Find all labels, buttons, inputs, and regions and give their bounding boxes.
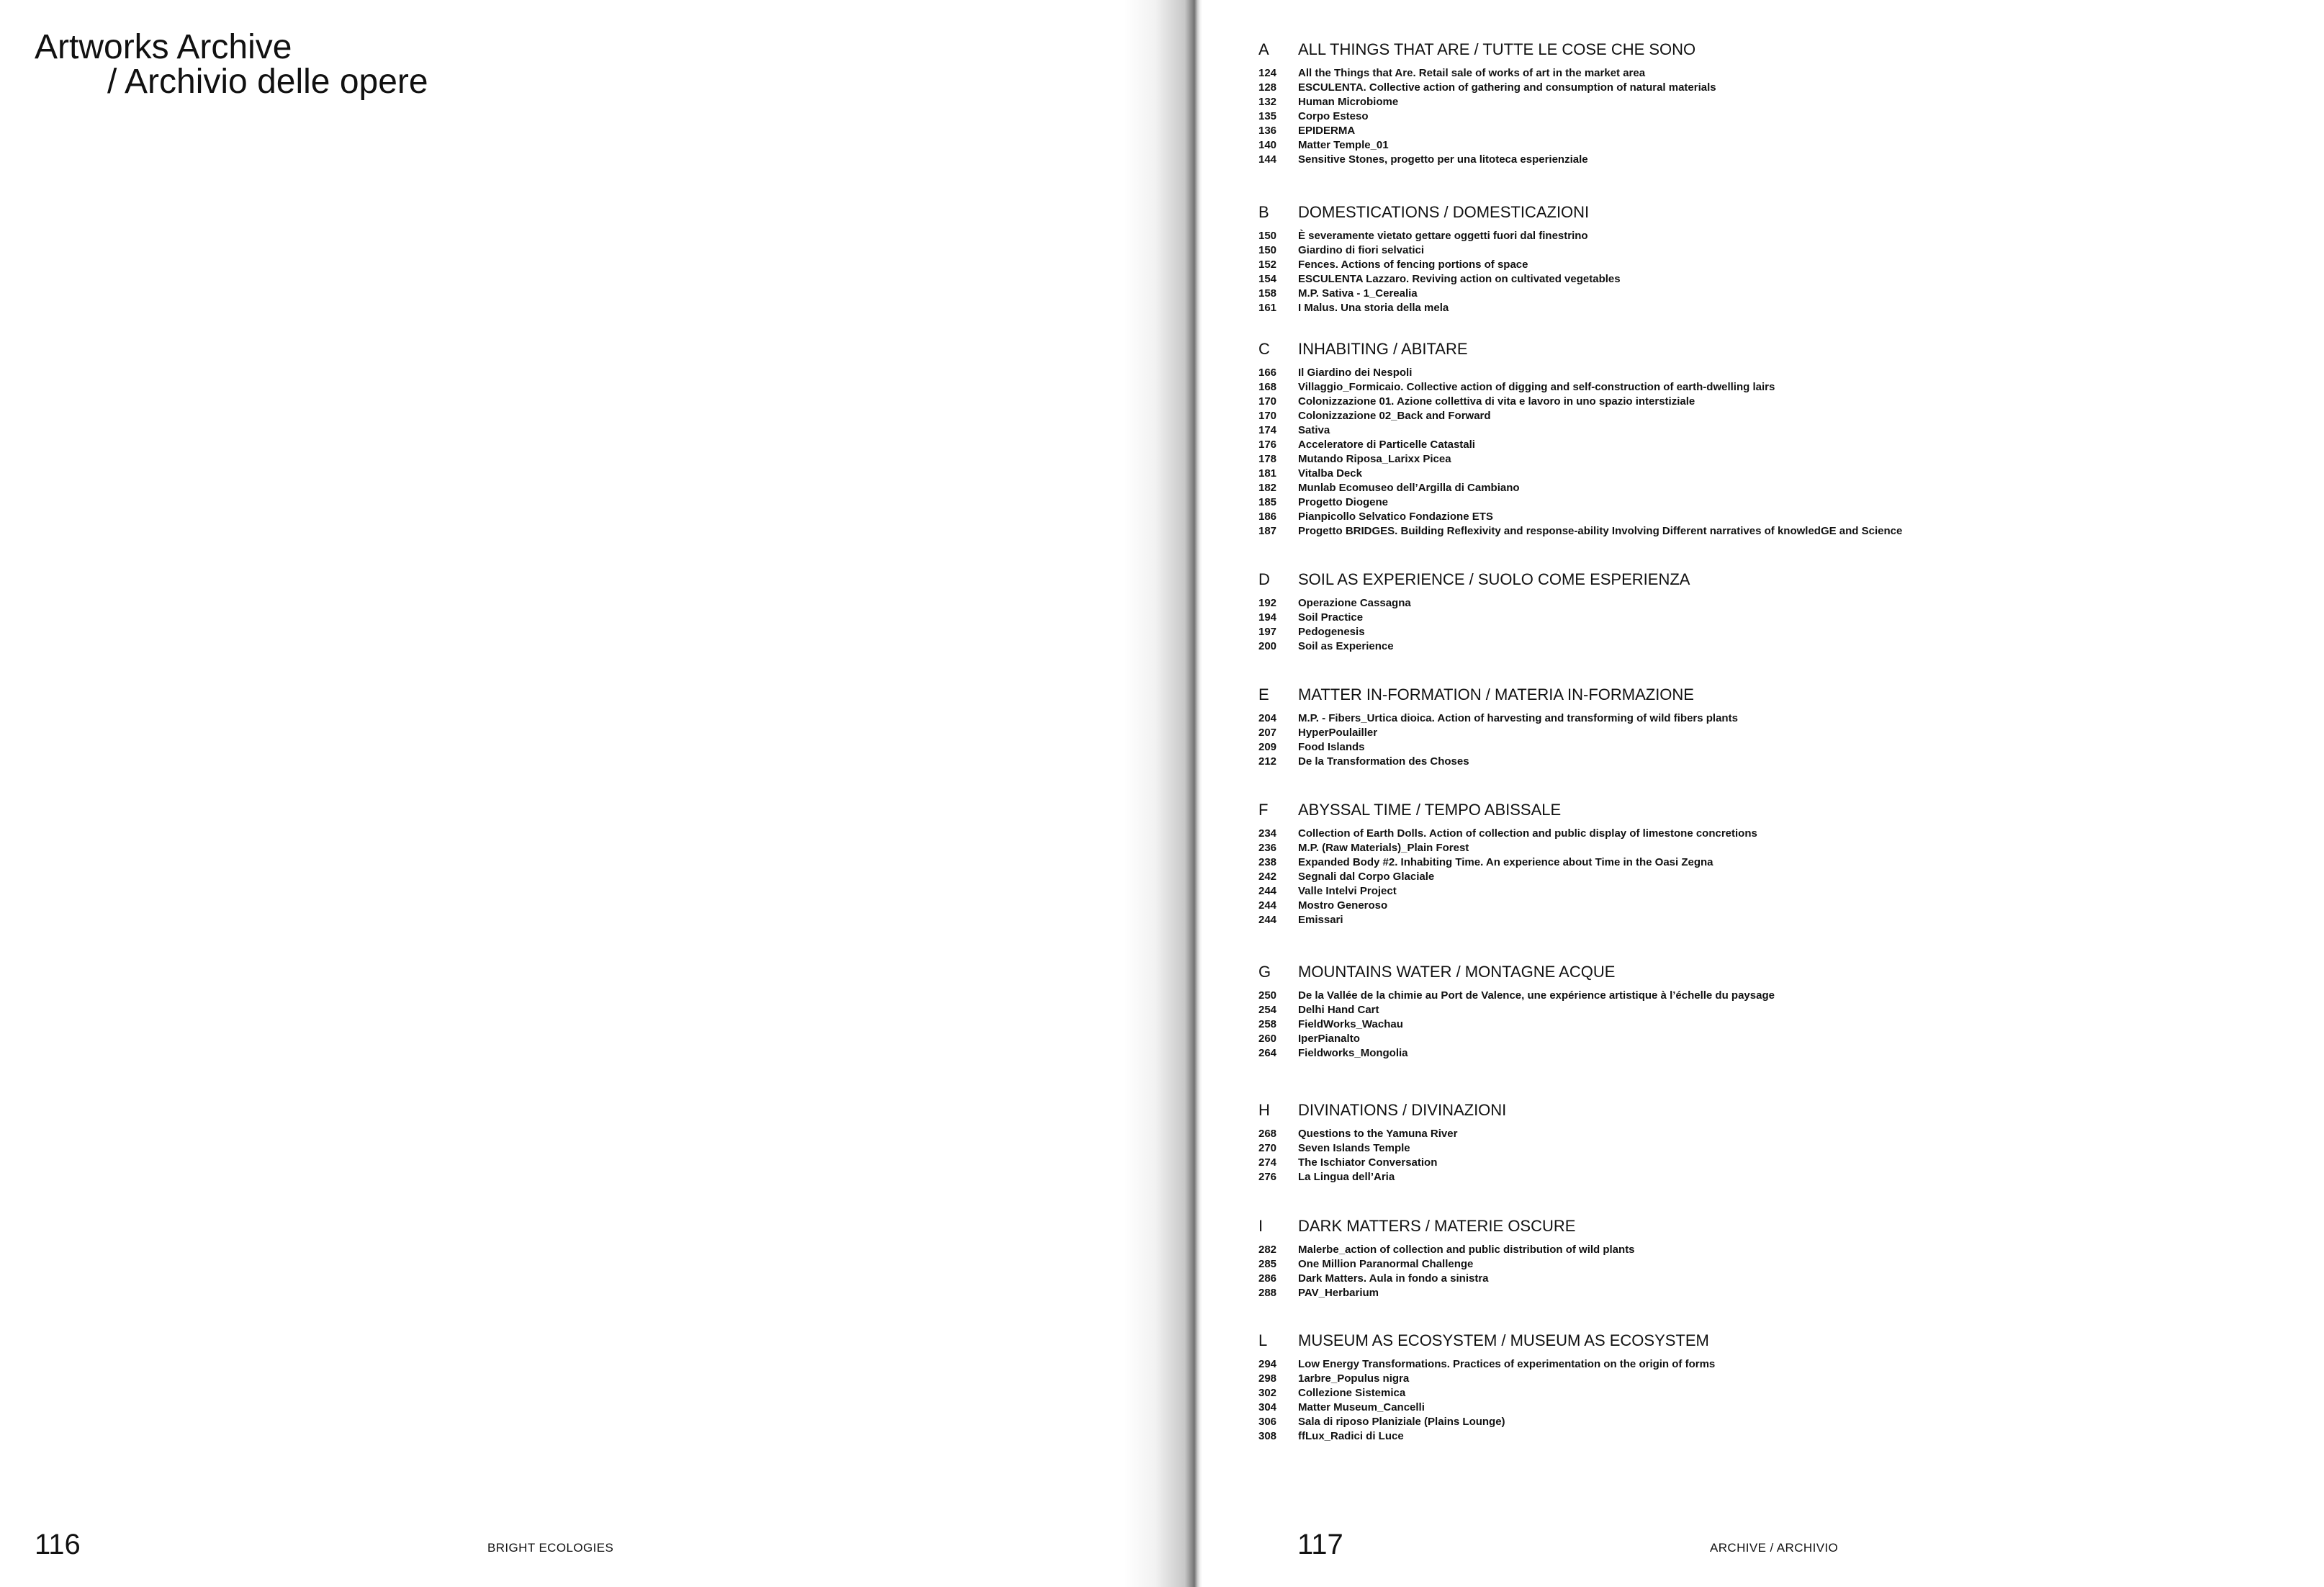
section-heading [1174,202,2253,223]
page-title-english: Artworks Archive [35,28,292,66]
index-entry [1174,301,2253,315]
index-section [1174,202,2253,315]
entry-title: ESCULENTA Lazzaro. Reviving action on cultivated vegetables [1298,273,1621,285]
entry-title: Il Giardino dei Nespoli [1298,367,1413,379]
entry-page-number: 304 [1258,1401,1277,1413]
entry-title: Matter Temple_01 [1298,139,1389,151]
entry-page-number: 144 [1258,153,1277,166]
index-section [1174,1100,2253,1184]
entry-page-number: 174 [1258,424,1277,436]
entry-page-number: 161 [1258,302,1277,314]
entry-title: Soil as Experience [1298,640,1394,652]
entry-title: Segnali dal Corpo Glaciale [1298,871,1435,883]
entry-title: ESCULENTA. Collective action of gathering and consumption of natural materials [1298,81,1716,94]
entry-page-number: 288 [1258,1287,1277,1299]
index-entry [1174,510,2253,524]
index-entry [1174,452,2253,467]
index-entry [1174,899,2253,913]
index-entry [1174,1429,2253,1444]
entry-page-number: 212 [1258,755,1277,768]
entry-page-number: 170 [1258,395,1277,408]
index-entry [1174,81,2253,95]
index-entry [1174,1170,2253,1184]
entry-title: Fences. Actions of fencing portions of space [1298,258,1528,271]
entry-page-number: 285 [1258,1258,1277,1270]
entry-page-number: 194 [1258,611,1277,624]
entry-title: È severamente vietato gettare oggetti fuori dal finestrino [1298,230,1588,242]
entry-title: ffLux_Radici di Luce [1298,1430,1404,1442]
entry-page-number: 150 [1258,230,1277,242]
entry-page-number: 192 [1258,597,1277,609]
entry-page-number: 178 [1258,453,1277,465]
section-letter: A [1258,40,1269,58]
section-title: MATTER IN-FORMATION / MATERIA IN-FORMAZIONE [1298,685,1694,703]
section-letter: G [1258,963,1271,981]
entry-title: PAV_Herbarium [1298,1287,1379,1299]
page-number-right: 117 [1297,1529,1343,1560]
entry-title: Acceleratore di Particelle Catastali [1298,439,1475,451]
entry-page-number: 308 [1258,1430,1277,1442]
section-heading [1174,39,2253,60]
section-entries [1174,596,2253,654]
index-entry [1174,755,2253,769]
section-heading [1174,684,2253,706]
entry-page-number: 176 [1258,439,1277,451]
index-entry [1174,870,2253,884]
entry-page-number: 258 [1258,1018,1277,1030]
entry-title: Valle Intelvi Project [1298,885,1397,897]
section-heading [1174,569,2253,590]
entry-page-number: 244 [1258,914,1277,926]
entry-title: The Ischiator Conversation [1298,1156,1438,1169]
entry-title: Malerbe_action of collection and public distribution of wild plants [1298,1244,1635,1256]
section-entries [1174,1357,2253,1444]
binding-gutter-shadow [1123,0,1202,1587]
index-entry [1174,1415,2253,1429]
index-entry [1174,138,2253,153]
entry-page-number: 197 [1258,626,1277,638]
index-entry [1174,258,2253,272]
entry-title: M.P. - Fibers_Urtica dioica. Action of harvesting and transforming of wild fibers plants [1298,712,1738,724]
section-title: MUSEUM AS ECOSYSTEM / MUSEUM AS ECOSYSTEM [1298,1331,1709,1349]
entry-title: Low Energy Transformations. Practices of experimentation on the origin of forms [1298,1358,1716,1370]
index-entry [1174,740,2253,755]
index-section [1174,1330,2253,1444]
entry-title: EPIDERMA [1298,125,1356,137]
entry-page-number: 168 [1258,381,1277,393]
entry-title: Mostro Generoso [1298,899,1388,912]
index-entry [1174,639,2253,654]
page-title-italian: / Archivio delle opere [107,63,428,101]
index-entry [1174,1141,2253,1156]
section-entries [1174,989,2253,1061]
entry-page-number: 170 [1258,410,1277,422]
section-title: SOIL AS EXPERIENCE / SUOLO COME ESPERIENZA [1298,570,1690,588]
index-entry [1174,855,2253,870]
entry-page-number: 236 [1258,842,1277,854]
archive-index [1174,0,2324,1512]
section-heading [1174,1330,2253,1352]
entry-title: Seven Islands Temple [1298,1142,1410,1154]
index-entry [1174,1003,2253,1017]
index-entry [1174,596,2253,611]
entry-page-number: 152 [1258,258,1277,271]
index-entry [1174,66,2253,81]
entry-page-number: 274 [1258,1156,1277,1169]
index-entry [1174,1286,2253,1300]
entry-title: Soil Practice [1298,611,1364,624]
section-title: DOMESTICATIONS / DOMESTICAZIONI [1298,203,1590,221]
entry-page-number: 294 [1258,1358,1277,1370]
section-title: ALL THINGS THAT ARE / TUTTE LE COSE CHE SONO [1298,40,1696,58]
index-section [1174,961,2253,1061]
entry-title: 1arbre_Populus nigra [1298,1372,1410,1385]
index-entry [1174,711,2253,726]
entry-title: Sensitive Stones, progetto per una litoteca esperienziale [1298,153,1588,166]
entry-title: Giardino di fiori selvatici [1298,244,1425,256]
section-entries [1174,229,2253,315]
section-heading [1174,1100,2253,1121]
entry-page-number: 250 [1258,989,1277,1002]
section-heading [1174,961,2253,983]
section-letter: E [1258,685,1269,703]
entry-page-number: 254 [1258,1004,1277,1016]
index-entry [1174,1386,2253,1401]
index-section [1174,338,2253,539]
entry-title: Pianpicollo Selvatico Fondazione ETS [1298,511,1493,523]
entry-title: M.P. (Raw Materials)_Plain Forest [1298,842,1469,854]
index-entry [1174,287,2253,301]
entry-title: One Million Paranormal Challenge [1298,1258,1474,1270]
index-entry [1174,423,2253,438]
section-entries [1174,711,2253,769]
entry-title: Matter Museum_Cancelli [1298,1401,1425,1413]
index-entry [1174,524,2253,539]
entry-title: Dark Matters. Aula in fondo a sinistra [1298,1272,1489,1285]
section-entries [1174,366,2253,539]
index-section [1174,569,2253,654]
section-letter: H [1258,1101,1270,1119]
entry-page-number: 182 [1258,482,1277,494]
entry-page-number: 136 [1258,125,1277,137]
section-heading [1174,799,2253,821]
entry-title: Collection of Earth Dolls. Action of collection and public display of limestone concretions [1298,827,1757,840]
entry-title: Human Microbiome [1298,96,1399,108]
entry-page-number: 204 [1258,712,1277,724]
entry-title: Operazione Cassagna [1298,597,1411,609]
entry-page-number: 286 [1258,1272,1277,1285]
entry-page-number: 207 [1258,727,1277,739]
entry-title: De la Transformation des Choses [1298,755,1469,768]
entry-title: Fieldworks_Mongolia [1298,1047,1408,1059]
entry-page-number: 306 [1258,1416,1277,1428]
index-section [1174,1215,2253,1300]
entry-page-number: 124 [1258,67,1277,79]
index-entry [1174,726,2253,740]
entry-page-number: 282 [1258,1244,1277,1256]
entry-page-number: 200 [1258,640,1277,652]
section-title: MOUNTAINS WATER / MONTAGNE ACQUE [1298,963,1616,981]
index-entry [1174,95,2253,109]
entry-page-number: 181 [1258,467,1277,480]
entry-title: FieldWorks_Wachau [1298,1018,1403,1030]
entry-title: De la Vallée de la chimie au Port de Valence, une expérience artistique à l’échelle du paysage [1298,989,1775,1002]
section-title: INHABITING / ABITARE [1298,340,1468,358]
entry-page-number: 209 [1258,741,1277,753]
entry-title: Villaggio_Formicaio. Collective action of digging and self-construction of earth-dwelling lairs [1298,381,1775,393]
index-entry [1174,1401,2253,1415]
section-letter: F [1258,801,1269,819]
entry-title: HyperPoulailler [1298,727,1378,739]
index-entry [1174,481,2253,495]
section-letter: L [1258,1331,1268,1349]
entry-page-number: 242 [1258,871,1277,883]
entry-title: Food Islands [1298,741,1365,753]
index-entry [1174,1257,2253,1272]
section-letter: I [1258,1217,1264,1235]
left-page [0,0,1159,1587]
entry-page-number: 244 [1258,899,1277,912]
index-entry [1174,611,2253,625]
section-letter: B [1258,203,1269,221]
entry-title: Mutando Riposa_Larixx Picea [1298,453,1451,465]
entry-title: Colonizzazione 01. Azione collettiva di vita e lavoro in uno spazio interstiziale [1298,395,1695,408]
index-entry [1174,1357,2253,1372]
index-entry [1174,1046,2253,1061]
index-entry [1174,1272,2253,1286]
entry-title: Emissari [1298,914,1343,926]
entry-title: Pedogenesis [1298,626,1365,638]
index-entry [1174,884,2253,899]
section-letter: D [1258,570,1270,588]
entry-page-number: 140 [1258,139,1277,151]
entry-page-number: 276 [1258,1171,1277,1183]
index-entry [1174,395,2253,409]
section-title: ABYSSAL TIME / TEMPO ABISSALE [1298,801,1562,819]
entry-page-number: 238 [1258,856,1277,868]
entry-page-number: 244 [1258,885,1277,897]
running-head-left: BRIGHT ECOLOGIES [487,1541,614,1555]
section-title: DARK MATTERS / MATERIE OSCURE [1298,1217,1576,1235]
index-entry [1174,229,2253,243]
entry-page-number: 166 [1258,367,1277,379]
section-entries [1174,1243,2253,1300]
entry-title: Sala di riposo Planiziale (Plains Lounge) [1298,1416,1505,1428]
entry-title: IperPianalto [1298,1033,1360,1045]
index-entry [1174,1017,2253,1032]
entry-page-number: 260 [1258,1033,1277,1045]
index-entry [1174,438,2253,452]
entry-title: Collezione Sistemica [1298,1387,1406,1399]
entry-page-number: 158 [1258,287,1277,300]
entry-page-number: 135 [1258,110,1277,122]
entry-title: I Malus. Una storia della mela [1298,302,1449,314]
entry-title: Vitalba Deck [1298,467,1362,480]
section-letter: C [1258,340,1270,358]
entry-title: Questions to the Yamuna River [1298,1128,1458,1140]
right-page [1174,0,2324,1587]
entry-title: M.P. Sativa - 1_Cerealia [1298,287,1418,300]
entry-page-number: 234 [1258,827,1277,840]
index-entry [1174,366,2253,380]
index-entry [1174,989,2253,1003]
index-entry [1174,380,2253,395]
entry-title: Sativa [1298,424,1330,436]
index-section [1174,684,2253,769]
section-entries [1174,66,2253,167]
index-entry [1174,109,2253,124]
entry-page-number: 185 [1258,496,1277,508]
entry-page-number: 187 [1258,525,1277,537]
entry-title: Progetto Diogene [1298,496,1389,508]
index-entry [1174,1156,2253,1170]
index-entry [1174,467,2253,481]
section-heading [1174,338,2253,360]
entry-page-number: 268 [1258,1128,1277,1140]
entry-title: Corpo Esteso [1298,110,1369,122]
entry-page-number: 128 [1258,81,1277,94]
entry-title: Delhi Hand Cart [1298,1004,1379,1016]
entry-title: Expanded Body #2. Inhabiting Time. An experience about Time in the Oasi Zegna [1298,856,1713,868]
index-entry [1174,841,2253,855]
index-entry [1174,1032,2253,1046]
entry-page-number: 298 [1258,1372,1277,1385]
index-entry [1174,124,2253,138]
index-entry [1174,913,2253,927]
index-entry [1174,243,2253,258]
entry-page-number: 186 [1258,511,1277,523]
section-entries [1174,1127,2253,1184]
index-entry [1174,625,2253,639]
index-entry [1174,1372,2253,1386]
index-section [1174,39,2253,167]
entry-title: Munlab Ecomuseo dell’Argilla di Cambiano [1298,482,1520,494]
entry-title: La Lingua dell’Aria [1298,1171,1395,1183]
entry-page-number: 154 [1258,273,1277,285]
entry-page-number: 270 [1258,1142,1277,1154]
index-entry [1174,1127,2253,1141]
entry-page-number: 150 [1258,244,1277,256]
entry-title: All the Things that Are. Retail sale of works of art in the market area [1298,67,1646,79]
index-entry [1174,409,2253,423]
section-heading [1174,1215,2253,1237]
page-number-left: 116 [35,1529,81,1560]
entry-page-number: 302 [1258,1387,1277,1399]
index-entry [1174,153,2253,167]
index-section [1174,799,2253,927]
index-entry [1174,495,2253,510]
entry-title: Progetto BRIDGES. Building Reflexivity and response-ability Involving Different narratives of knowledGE and Science [1298,525,1903,537]
index-entry [1174,1243,2253,1257]
entry-title: Colonizzazione 02_Back and Forward [1298,410,1491,422]
index-entry [1174,272,2253,287]
running-head-right: ARCHIVE / ARCHIVIO [1710,1541,1839,1555]
section-title: DIVINATIONS / DIVINAZIONI [1298,1101,1507,1119]
entry-page-number: 132 [1258,96,1277,108]
section-entries [1174,827,2253,927]
entry-page-number: 264 [1258,1047,1277,1059]
index-entry [1174,827,2253,841]
